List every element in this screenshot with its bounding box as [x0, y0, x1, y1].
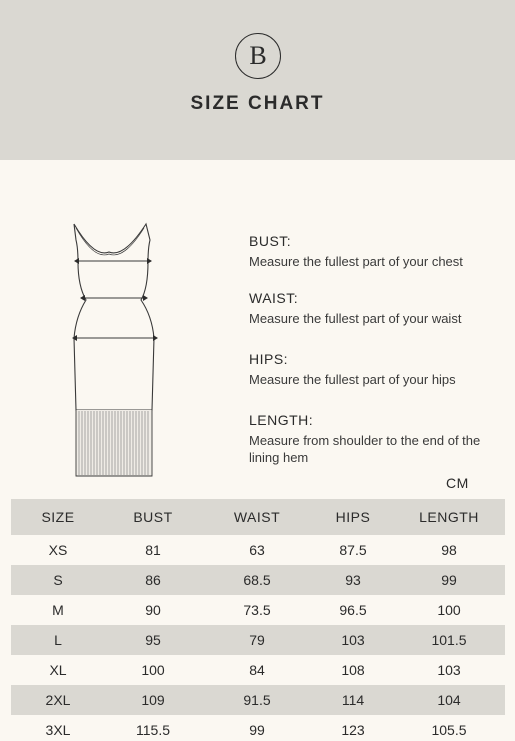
cell-size: XS: [48, 542, 68, 558]
size-table: [11, 499, 505, 741]
cell-waist: 84: [249, 662, 265, 678]
column-header-length: LENGTH: [393, 499, 505, 535]
measure-label: BUST:: [249, 233, 292, 249]
cell-bust: 100: [141, 662, 165, 678]
cell-bust: 90: [145, 602, 161, 618]
column-header-bust: BUST: [105, 499, 201, 535]
cell-length: 105.5: [431, 722, 467, 738]
cell-length: 104: [393, 685, 505, 715]
cell-hips: 87.5: [339, 542, 367, 558]
unit-label: CM: [446, 475, 469, 491]
cell-waist: 68.5: [201, 565, 313, 595]
cell-length: 101.5: [393, 625, 505, 655]
measure-desc: Measure the fullest part of your chest: [249, 254, 463, 269]
measure-desc: Measure the fullest part of your waist: [249, 311, 462, 326]
waist-arrow-right: [143, 295, 148, 301]
column-header-waist: WAIST: [201, 499, 313, 535]
cell-bust: 109: [105, 685, 201, 715]
hips-arrow-right: [153, 335, 158, 341]
cell-size: L: [11, 625, 105, 655]
header-banner: [0, 0, 515, 160]
cell-waist: 79: [201, 625, 313, 655]
measure-desc: Measure the fullest part of your hips: [249, 372, 456, 387]
cell-bust: 81: [145, 542, 161, 558]
column-header-hips: HIPS: [313, 499, 393, 535]
cell-length: 100: [437, 602, 461, 618]
table-row: [11, 655, 505, 685]
table-row: [11, 625, 505, 655]
cell-bust: 95: [105, 625, 201, 655]
page-title: SIZE CHART: [190, 93, 325, 114]
bust-arrow-right: [147, 258, 152, 264]
dress-illustration: [64, 218, 164, 480]
cell-length: 103: [437, 662, 461, 678]
measure-hips: [249, 351, 509, 388]
measure-label: WAIST:: [249, 290, 299, 306]
cell-size: S: [11, 565, 105, 595]
cell-waist: 91.5: [201, 685, 313, 715]
cell-hips: 123: [341, 722, 365, 738]
table-row: [11, 685, 505, 715]
table-row: [11, 595, 505, 625]
measure-length: [249, 412, 504, 466]
cell-bust: 115.5: [136, 722, 170, 738]
table-header-row: [11, 499, 505, 535]
cell-hips: 103: [313, 625, 393, 655]
cell-size: 2XL: [11, 685, 105, 715]
cell-waist: 73.5: [243, 602, 271, 618]
cell-hips: 96.5: [339, 602, 367, 618]
cell-bust: 86: [105, 565, 201, 595]
measure-label: LENGTH:: [249, 412, 314, 428]
pleated-lining: [76, 410, 152, 476]
bust-arrow-left: [74, 258, 79, 264]
waist-arrow-left: [80, 295, 85, 301]
cell-waist: 99: [249, 722, 265, 738]
cell-size: M: [52, 602, 64, 618]
cell-hips: 114: [313, 685, 393, 715]
cell-waist: 63: [249, 542, 265, 558]
cell-length: 98: [441, 542, 457, 558]
measure-label: HIPS:: [249, 351, 289, 367]
cell-hips: 108: [341, 662, 365, 678]
cell-length: 99: [393, 565, 505, 595]
table-row: [11, 535, 505, 565]
dress-outline: [74, 224, 154, 410]
cell-size: XL: [49, 662, 67, 678]
table-row: [11, 715, 505, 741]
table-row: [11, 565, 505, 595]
measure-waist: [249, 290, 509, 327]
measure-bust: [249, 233, 509, 270]
cell-size: 3XL: [45, 722, 71, 738]
column-header-size: SIZE: [11, 499, 105, 535]
brand-logo: B: [235, 33, 281, 79]
measure-desc: Measure from shoulder to the end of the lining hem: [249, 433, 481, 465]
cell-hips: 93: [313, 565, 393, 595]
